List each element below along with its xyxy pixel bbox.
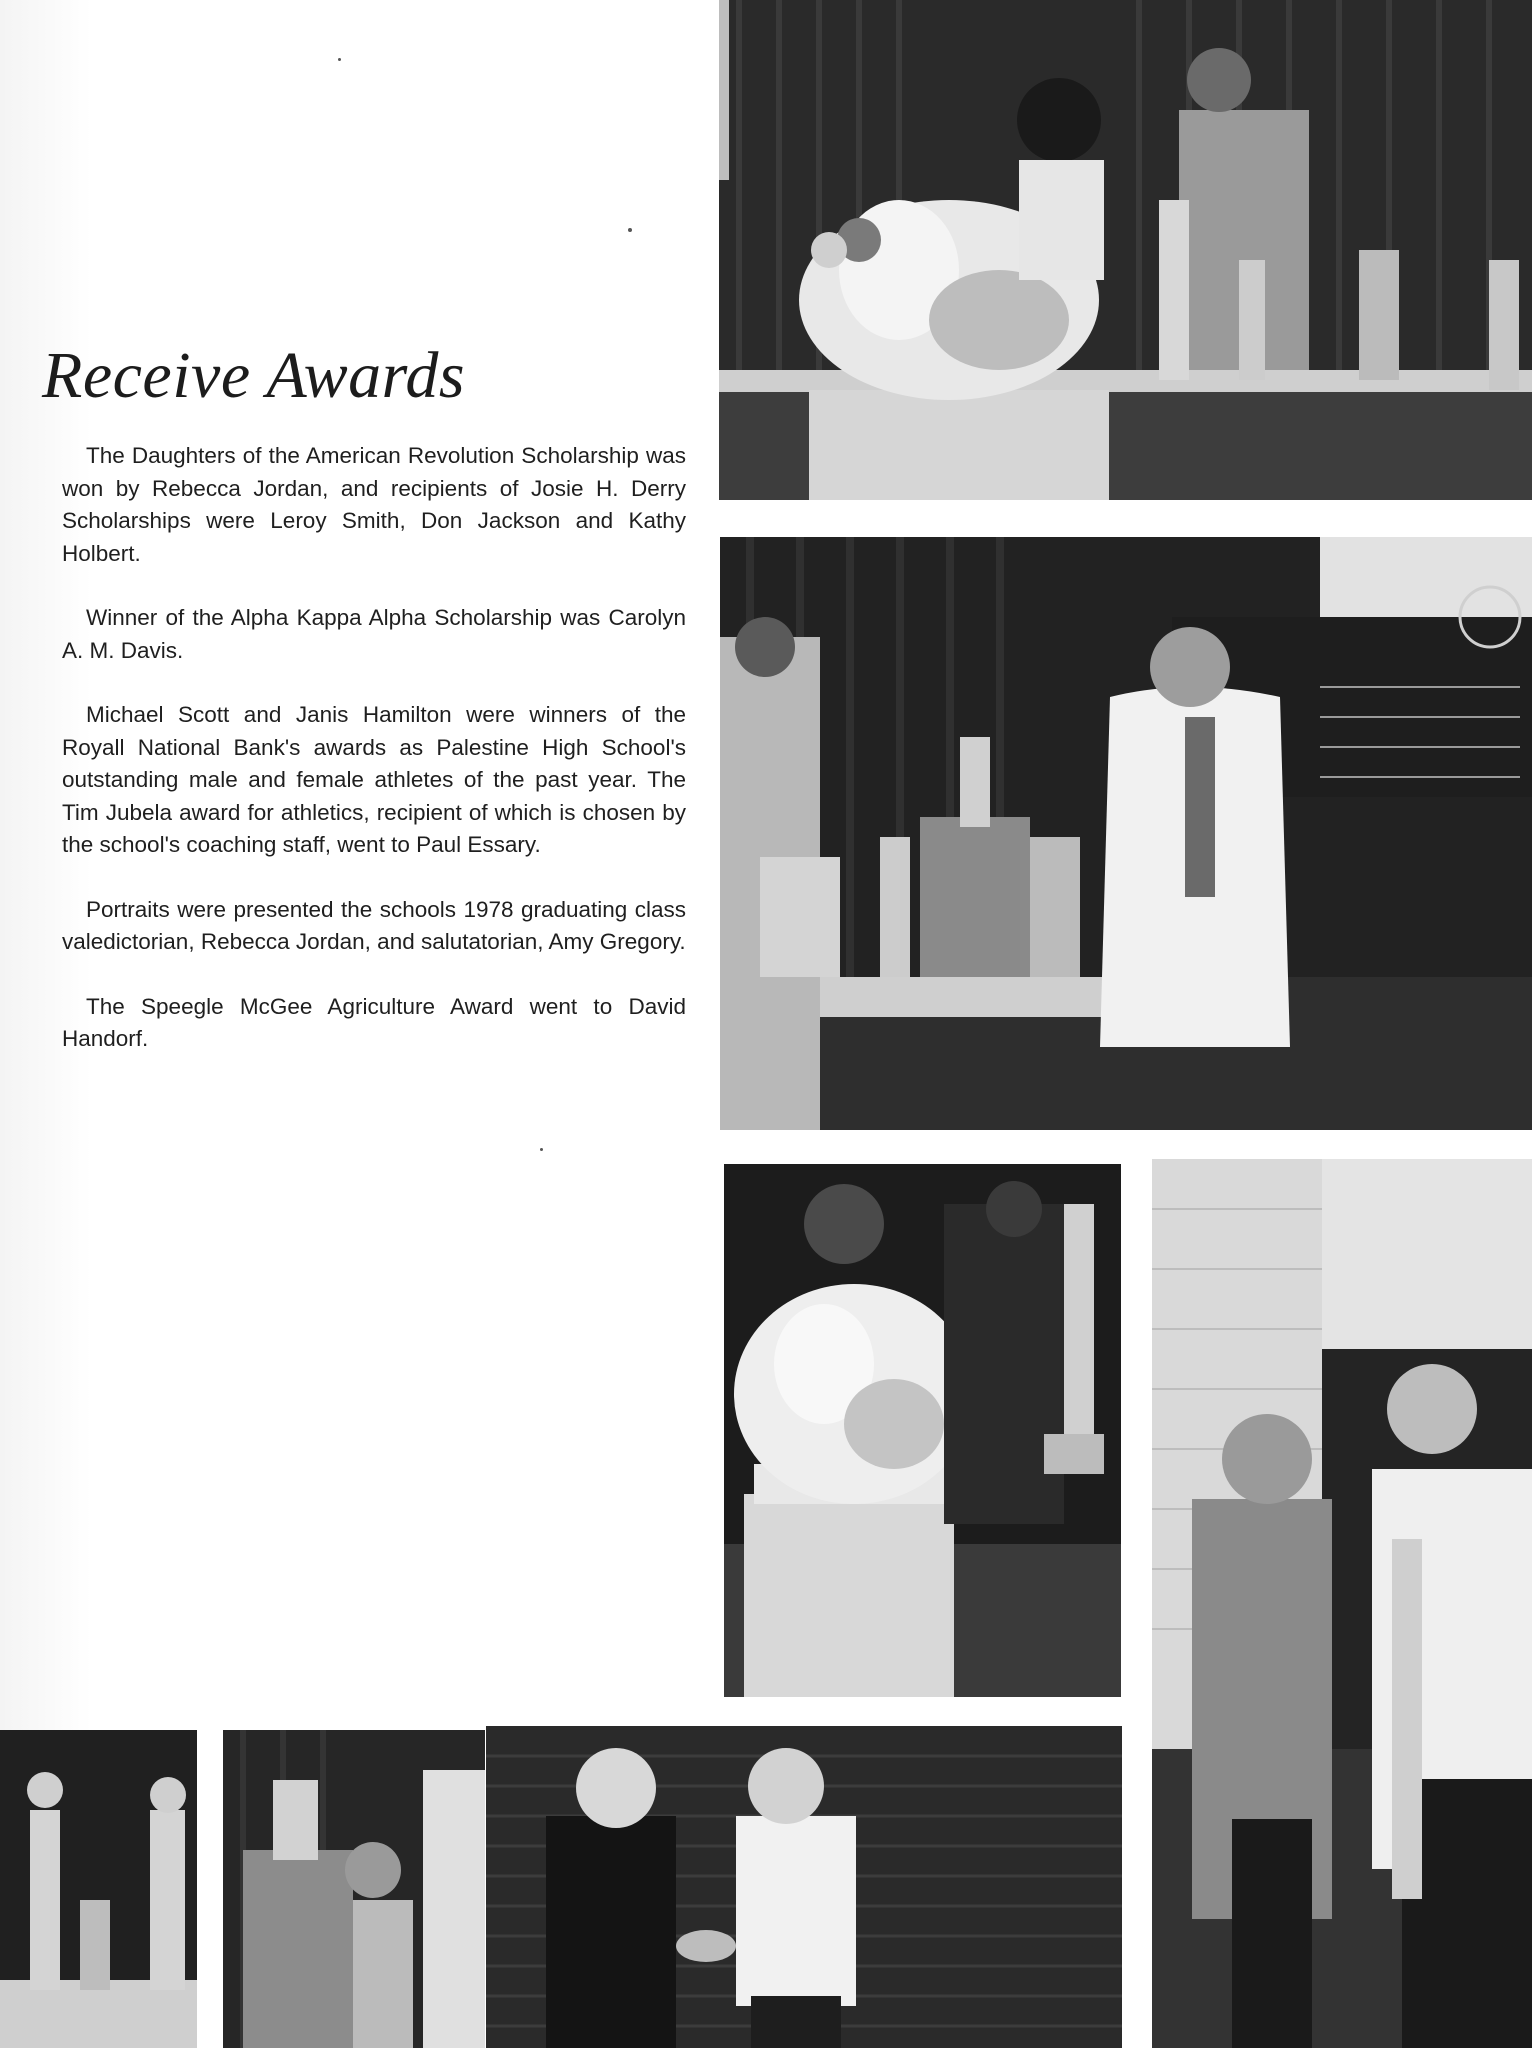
article-body: [62, 440, 686, 1088]
article-paragraph: The Speegle McGee Agriculture Award went to David Handorf.: [62, 993, 686, 1051]
print-speck: [540, 1148, 543, 1151]
article-paragraph: Winner of the Alpha Kappa Alpha Scholarship was Carolyn A. M. Davis.: [62, 605, 686, 663]
print-speck: [338, 58, 341, 61]
article-paragraph: The Daughters of the American Revolution Scholarship was won by Rebecca Jordan, and recipients of Josie H. Derry Scholarships were Leroy Smith, Don Jackson and Kathy Holbert.: [62, 443, 686, 566]
article-paragraph: Michael Scott and Janis Hamilton were winners of the Royall National Bank's awards as Palestine High School's outstanding male and female athletes of the past year. The Tim Jubela award for athletics, recipient of which is chosen by the school's coaching staff, went to Paul Essary.: [62, 702, 686, 857]
photo-presenters-trophy: [1152, 1159, 1532, 2048]
article-headline: Receive Awards: [42, 339, 466, 412]
photo-podium-speaker: [719, 0, 1532, 500]
photo-athletes-trophies: [720, 537, 1532, 1130]
article-paragraph: Portraits were presented the schools 1978 graduating class valedictorian, Rebecca Jordan, and salutatorian, Amy Gregory.: [62, 896, 686, 954]
print-speck: [628, 228, 632, 232]
photo-podium-flowers: [724, 1164, 1121, 1697]
photo-gym-trophies: [223, 1730, 485, 2048]
photo-trophy-table: [0, 1730, 197, 2048]
photo-handshake: [486, 1726, 1122, 2048]
